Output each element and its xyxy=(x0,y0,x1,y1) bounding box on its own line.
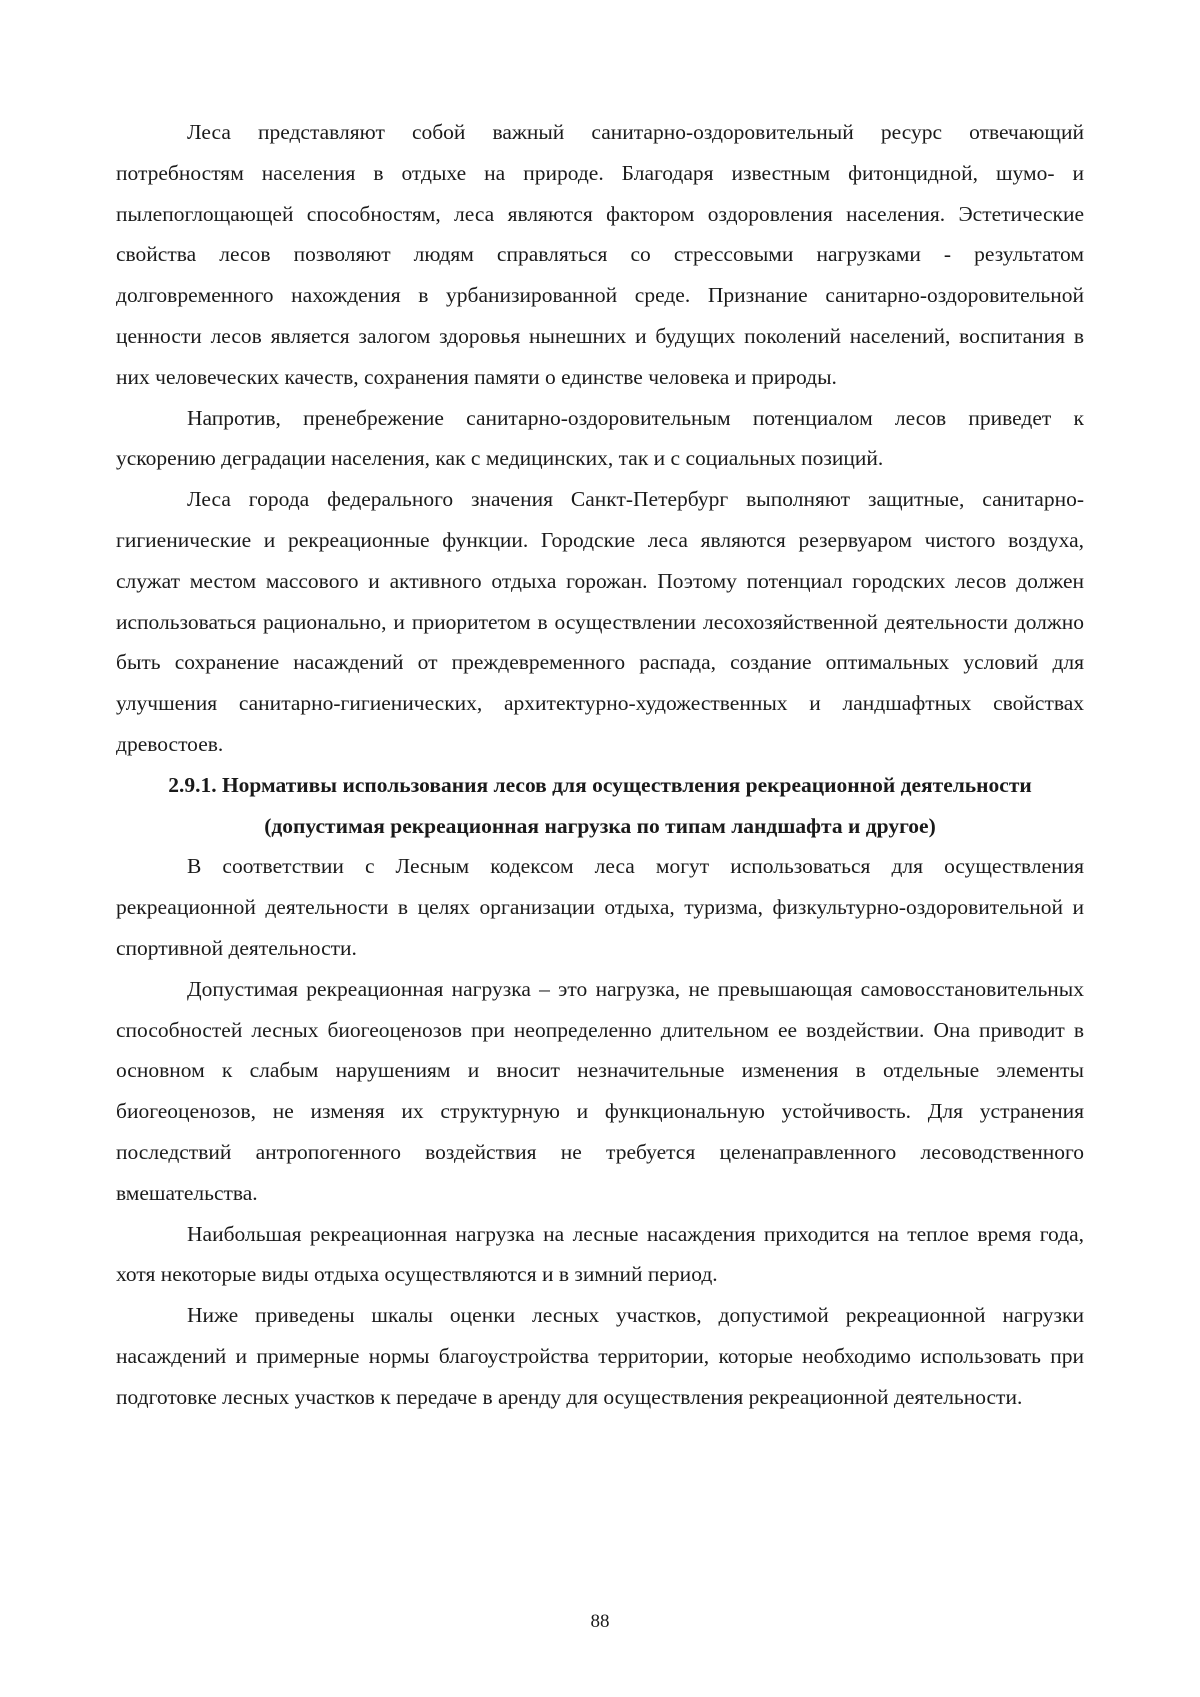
section-heading: 2.9.1. Нормативы использования лесов для осуществления рекреационной деятельности (допустимая рекреационная нагрузка по типам ландшафта и другое) xyxy=(168,772,1032,838)
paragraph-forest-health-resource: Леса представляют собой важный санитарно-оздоровительный ресурс отвечающий потребностям населения в отдыхе на природе. Благодаря известным фитонцидной, шумо- и пылепоглощающей способностям, леса являются фактором оздоровления населения. Эстетические свойства лесов позволяют людям справляться со стрессовыми нагрузками - результатом долговременного нахождения в урбанизированной среде. Признание санитарно-оздоровительной ценности лесов является залогом здоровья нынешних и будущих поколений населений, воспитания в них человеческих качеств, сохранения памяти о единстве человека и природы. xyxy=(116,120,1084,389)
paragraph-neglect-consequences: Напротив, пренебрежение санитарно-оздоровительным потенциалом лесов приведет к ускорению деградации населения, как с медицинских, так и с социальных позиций. xyxy=(116,405,1084,471)
page-number: 88 xyxy=(590,1611,610,1632)
paragraph-st-petersburg-forests: Леса города федерального значения Санкт-Петербург выполняют защитные, санитарно-гигиенические и рекреационные функции. Городские леса являются резервуаром чистого воздуха, служат местом массового и активного отдыха горожан. Поэтому потенциал городских лесов должен использоваться рационально, и приоритетом в осуществлении лесохозяйственной деятельности должно быть сохранение насаждений от преждевременного распада, создание оптимальных условий для улучшения санитарно-гигиенических, архитектурно-художественных и ландшафтных свойствах древостоев. xyxy=(116,487,1084,756)
paragraph-forest-code: В соответствии с Лесным кодексом леса могут использоваться для осуществления рекреационной деятельности в целях организации отдыха, туризма, физкультурно-оздоровительной и спортивной деятельности. xyxy=(116,854,1084,960)
paragraph-seasonal-load: Наибольшая рекреационная нагрузка на лесные насаждения приходится на теплое время года, хотя некоторые виды отдыха осуществляются и в зимний период. xyxy=(116,1221,1084,1287)
paragraph-assessment-scales: Ниже приведены шкалы оценки лесных участков, допустимой рекреационной нагрузки насаждений и примерные нормы благоустройства территории, которые необходимо использовать при подготовке лесных участков к передаче в аренду для осуществления рекреационной деятельности. xyxy=(116,1303,1084,1409)
page-body xyxy=(116,112,1084,1418)
paragraph-permissible-load: Допустимая рекреационная нагрузка – это нагрузка, не превышающая самовосстановительных способностей лесных биогеоценозов при неопределенно длительном ее воздействии. Она приводит в основном к слабым нарушениям и вносит незначительные изменения в отдельные элементы биогеоценозов, не изменяя их структурную и функциональную устойчивость. Для устранения последствий антропогенного воздействия не требуется целенаправленного лесоводственного вмешательства. xyxy=(116,976,1084,1205)
